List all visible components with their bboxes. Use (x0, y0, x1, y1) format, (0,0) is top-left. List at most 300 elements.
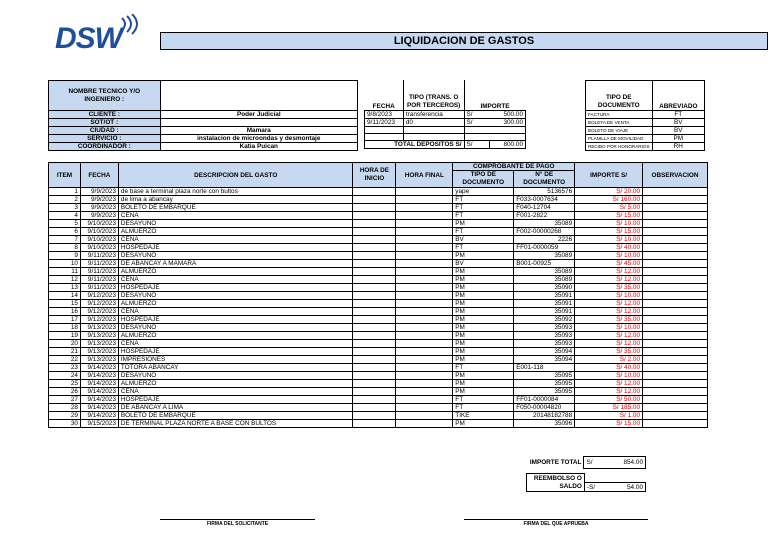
expense-fecha[interactable]: 9/14/2023 (80, 396, 118, 404)
saldo-label: SALDO (527, 483, 585, 492)
expense-fecha[interactable]: 9/14/2023 (80, 388, 118, 396)
expense-tipo-documento[interactable]: FT (453, 364, 514, 372)
expense-descripcion[interactable]: DESAYUNO (118, 252, 353, 260)
expense-descripcion[interactable]: DE ABANCAY A MAMARA (118, 260, 353, 268)
importe-header: IMPORTE S/ (575, 163, 643, 188)
expense-fecha[interactable]: 9/10/2023 (80, 220, 118, 228)
expense-fecha[interactable]: 9/14/2023 (80, 364, 118, 372)
expense-tipo-documento[interactable]: PM (453, 356, 514, 364)
expense-hora-inicio[interactable] (353, 364, 396, 372)
expense-hora-inicio[interactable] (353, 276, 396, 284)
expense-row (49, 260, 708, 268)
expense-fecha[interactable]: 9/13/2023 (80, 356, 118, 364)
expense-tipo-documento[interactable]: PM (453, 380, 514, 388)
expense-descripcion[interactable]: CENA (118, 388, 353, 396)
expense-importe[interactable]: S/ 12.00 (575, 300, 643, 308)
expense-observacion[interactable] (643, 404, 708, 412)
expense-descripcion[interactable]: DESAYUNO (118, 220, 353, 228)
expense-observacion[interactable] (643, 364, 708, 372)
expense-descripcion[interactable]: HOSPEDAJE (118, 348, 353, 356)
codes-tipo-header: TIPO DE DOCUMENTO (586, 81, 653, 111)
deposit-fecha[interactable] (365, 126, 404, 133)
expense-hora-inicio[interactable] (353, 196, 396, 204)
signature-line-aprueba (464, 519, 648, 520)
expense-row (49, 196, 708, 204)
expense-descripcion[interactable]: CENA (118, 340, 353, 348)
expense-tipo-documento[interactable]: PM (453, 340, 514, 348)
expense-fecha[interactable]: 9/10/2023 (80, 244, 118, 252)
expense-fecha[interactable]: 9/13/2023 (80, 348, 118, 356)
deposit-row (365, 133, 526, 140)
expense-hora-inicio[interactable] (353, 316, 396, 324)
expense-numero-documento[interactable]: 35092 (514, 316, 575, 324)
expense-fecha[interactable]: 9/14/2023 (80, 412, 118, 420)
page-title: LIQUIDACION DE GASTOS (160, 32, 768, 50)
expense-descripcion[interactable]: ALMUERZO (118, 380, 353, 388)
expense-numero-documento[interactable]: F040-12704 (514, 204, 575, 212)
expense-numero-documento[interactable]: 35094 (514, 356, 575, 364)
expense-observacion[interactable] (643, 420, 708, 428)
expense-importe[interactable]: S/ 20.00 (575, 188, 643, 196)
expense-hora-final[interactable] (396, 380, 453, 388)
expense-hora-inicio[interactable] (353, 404, 396, 412)
expense-numero-documento[interactable]: F001-2822 (514, 212, 575, 220)
expense-observacion[interactable] (643, 372, 708, 380)
expense-tipo-documento[interactable]: TIKE (453, 412, 514, 420)
expense-importe[interactable]: S/ 50.00 (575, 396, 643, 404)
expense-importe[interactable]: S/ 1.00 (575, 412, 643, 420)
expense-descripcion[interactable]: ALMUERZO (118, 300, 353, 308)
expense-fecha[interactable]: 9/12/2023 (80, 308, 118, 316)
expense-row (49, 300, 708, 308)
expense-observacion[interactable] (643, 348, 708, 356)
expense-descripcion[interactable]: BOLETO DE EMBARQUE (118, 204, 353, 212)
expense-hora-final[interactable] (396, 252, 453, 260)
expense-numero-documento[interactable]: 35096 (514, 420, 575, 428)
expense-importe[interactable]: S/ 12.00 (575, 388, 643, 396)
expense-hora-final[interactable] (396, 364, 453, 372)
expense-observacion[interactable] (643, 284, 708, 292)
expense-hora-final[interactable] (396, 396, 453, 404)
expense-descripcion[interactable]: ALMUERZO (118, 332, 353, 340)
code-row (586, 135, 705, 143)
expense-fecha[interactable]: 9/14/2023 (80, 380, 118, 388)
expense-tipo-documento[interactable]: PM (453, 308, 514, 316)
expense-observacion[interactable] (643, 324, 708, 332)
expense-hora-final[interactable] (396, 308, 453, 316)
expense-hora-inicio[interactable] (353, 308, 396, 316)
sot-value[interactable] (160, 119, 357, 127)
expense-tipo-documento[interactable]: PM (453, 276, 514, 284)
expense-importe[interactable]: S/ 15.00 (575, 212, 643, 220)
expense-importe[interactable]: S/ 35.00 (575, 284, 643, 292)
expense-importe[interactable]: S/ 35.00 (575, 348, 643, 356)
expense-item: 8 (49, 244, 81, 252)
expense-observacion[interactable] (643, 340, 708, 348)
code-abbreviation: PM (652, 135, 704, 143)
expense-fecha[interactable]: 9/13/2023 (80, 340, 118, 348)
expense-hora-final[interactable] (396, 220, 453, 228)
expense-numero-documento[interactable]: 2226 (514, 236, 575, 244)
expense-row (49, 236, 708, 244)
expense-hora-inicio[interactable] (353, 324, 396, 332)
totals-block (526, 456, 646, 492)
expense-observacion[interactable] (643, 236, 708, 244)
expense-importe[interactable]: S/ 15.00 (575, 420, 643, 428)
expense-observacion[interactable] (643, 292, 708, 300)
expense-importe[interactable]: S/ 10.00 (575, 324, 643, 332)
expense-tipo-documento[interactable]: PM (453, 388, 514, 396)
document-codes-table (585, 80, 705, 151)
expense-descripcion[interactable]: DE ABANCAY A LIMA (118, 404, 353, 412)
deposit-fecha[interactable]: 9/11/2023 (365, 118, 404, 126)
deposit-importe[interactable]: 500.00 (490, 110, 526, 118)
expense-descripcion[interactable]: HOSPEDAJE (118, 316, 353, 324)
expense-tipo-documento[interactable]: PM (453, 372, 514, 380)
expense-descripcion[interactable]: DESAYUNO (118, 372, 353, 380)
expense-hora-final[interactable] (396, 260, 453, 268)
expense-hora-final[interactable] (396, 228, 453, 236)
expense-tipo-documento[interactable]: FT (453, 228, 514, 236)
expense-importe[interactable]: S/ 185.00 (575, 404, 643, 412)
expense-fecha[interactable]: 9/15/2023 (80, 420, 118, 428)
expense-observacion[interactable] (643, 260, 708, 268)
expense-tipo-documento[interactable]: FT (453, 204, 514, 212)
expense-hora-final[interactable] (396, 212, 453, 220)
expense-numero-documento[interactable]: 35089 (514, 276, 575, 284)
expense-importe[interactable]: S/ 12.00 (575, 332, 643, 340)
expense-importe[interactable]: S/ 10.00 (575, 220, 643, 228)
expense-fecha[interactable]: 9/11/2023 (80, 268, 118, 276)
deposit-tipo[interactable]: transferencia (403, 110, 464, 118)
coordinador-value[interactable]: Katia Puican (160, 143, 357, 151)
expense-numero-documento[interactable]: 35091 (514, 292, 575, 300)
expense-importe[interactable]: S/ 12.00 (575, 380, 643, 388)
deposit-row (365, 118, 526, 126)
expense-hora-inicio[interactable] (353, 300, 396, 308)
expense-hora-final[interactable] (396, 268, 453, 276)
expense-row (49, 380, 708, 388)
expense-tipo-documento[interactable]: yape (453, 188, 514, 196)
expense-observacion[interactable] (643, 300, 708, 308)
expense-descripcion[interactable]: DESAYUNO (118, 292, 353, 300)
expense-hora-inicio[interactable] (353, 268, 396, 276)
expense-hora-inicio[interactable] (353, 340, 396, 348)
deposit-fecha[interactable]: 9/8/2023 (365, 110, 404, 118)
expense-fecha[interactable]: 9/10/2023 (80, 228, 118, 236)
expense-fecha[interactable]: 9/11/2023 (80, 276, 118, 284)
importe-total-label: IMPORTE TOTAL (529, 459, 582, 466)
expense-importe[interactable]: S/ 40.00 (575, 244, 643, 252)
expense-importe[interactable]: S/ 12.00 (575, 276, 643, 284)
tecnico-value[interactable] (160, 81, 357, 111)
expense-importe[interactable]: S/ 160.00 (575, 196, 643, 204)
expense-hora-inicio[interactable] (353, 260, 396, 268)
expense-observacion[interactable] (643, 228, 708, 236)
expense-numero-documento[interactable]: 35095 (514, 388, 575, 396)
expense-importe[interactable]: S/ 12.00 (575, 340, 643, 348)
expense-importe[interactable]: S/ 45.00 (575, 260, 643, 268)
code-abbreviation: RH (652, 143, 704, 151)
expense-observacion[interactable] (643, 276, 708, 284)
expense-numero-documento[interactable]: F033-0007634 (514, 196, 575, 204)
expense-hora-final[interactable] (396, 324, 453, 332)
expense-observacion[interactable] (643, 316, 708, 324)
expense-numero-documento[interactable]: FF01-0000059 (514, 244, 575, 252)
expense-tipo-documento[interactable]: PM (453, 316, 514, 324)
expense-numero-documento[interactable]: F050-00004820 (514, 404, 575, 412)
expense-fecha[interactable]: 9/9/2023 (80, 196, 118, 204)
expense-descripcion[interactable]: ALMUERZO (118, 228, 353, 236)
expense-hora-final[interactable] (396, 412, 453, 420)
expense-row (49, 292, 708, 300)
expense-tipo-documento[interactable]: PM (453, 284, 514, 292)
expense-hora-final[interactable] (396, 316, 453, 324)
expense-numero-documento[interactable]: 35089 (514, 268, 575, 276)
expense-hora-inicio[interactable] (353, 284, 396, 292)
expense-numero-documento[interactable]: 35095 (514, 380, 575, 388)
expense-descripcion[interactable]: ALMUERZO (118, 268, 353, 276)
expense-fecha[interactable]: 9/11/2023 (80, 260, 118, 268)
expense-tipo-documento[interactable]: PM (453, 324, 514, 332)
expense-descripcion[interactable]: CENA (118, 308, 353, 316)
expense-tipo-documento[interactable]: BV (453, 236, 514, 244)
expense-hora-final[interactable] (396, 236, 453, 244)
expense-hora-final[interactable] (396, 372, 453, 380)
expense-tipo-documento[interactable]: FT (453, 244, 514, 252)
expense-observacion[interactable] (643, 220, 708, 228)
expense-hora-final[interactable] (396, 292, 453, 300)
expense-numero-documento[interactable]: B001-00925 (514, 260, 575, 268)
expense-observacion[interactable] (643, 252, 708, 260)
expense-hora-final[interactable] (396, 332, 453, 340)
importe-total-currency: S/ (584, 457, 606, 469)
expense-tipo-documento[interactable]: PM (453, 268, 514, 276)
ciudad-value[interactable]: Mamara (160, 127, 357, 135)
expense-descripcion[interactable]: HOSPEDAJE (118, 396, 353, 404)
expense-hora-inicio[interactable] (353, 396, 396, 404)
deposit-currency: S/ (464, 118, 490, 126)
expense-tipo-documento[interactable]: PM (453, 300, 514, 308)
expense-descripcion[interactable]: DESAYUNO (118, 324, 353, 332)
expense-numero-documento[interactable]: 35095 (514, 372, 575, 380)
expense-hora-final[interactable] (396, 348, 453, 356)
expense-fecha[interactable]: 9/12/2023 (80, 300, 118, 308)
expense-importe[interactable]: S/ 15.00 (575, 228, 643, 236)
deposit-fecha[interactable] (365, 133, 404, 140)
expense-tipo-documento[interactable]: FT (453, 212, 514, 220)
expense-fecha[interactable]: 9/9/2023 (80, 212, 118, 220)
expense-hora-final[interactable] (396, 388, 453, 396)
deposit-importe[interactable]: 300.00 (490, 118, 526, 126)
deposit-currency (464, 133, 490, 140)
expense-numero-documento[interactable]: FF01-0000084 (514, 396, 575, 404)
expense-hora-inicio[interactable] (353, 228, 396, 236)
code-abbreviation: FT (652, 111, 704, 119)
expense-observacion[interactable] (643, 244, 708, 252)
expense-fecha[interactable]: 9/13/2023 (80, 332, 118, 340)
expense-tipo-documento[interactable]: FT (453, 404, 514, 412)
reembolso-value: 54.00 (606, 483, 645, 492)
expense-numero-documento[interactable]: 20148182788 (514, 412, 575, 420)
expense-item: 13 (49, 284, 81, 292)
expense-observacion[interactable] (643, 396, 708, 404)
deposit-tipo[interactable]: d0 (403, 118, 464, 126)
expense-observacion[interactable] (643, 380, 708, 388)
cliente-value[interactable]: Poder Judicial (160, 111, 357, 119)
expense-observacion[interactable] (643, 412, 708, 420)
expense-row (49, 276, 708, 284)
expense-hora-inicio[interactable] (353, 212, 396, 220)
expense-hora-inicio[interactable] (353, 252, 396, 260)
expense-tipo-documento[interactable]: PM (453, 332, 514, 340)
expense-fecha[interactable]: 9/14/2023 (80, 372, 118, 380)
expense-hora-final[interactable] (396, 188, 453, 196)
expense-descripcion[interactable]: HOSPEDAJE (118, 284, 353, 292)
expense-numero-documento[interactable]: 35093 (514, 332, 575, 340)
expense-hora-inicio[interactable] (353, 380, 396, 388)
expense-hora-final[interactable] (396, 420, 453, 428)
expense-importe[interactable]: S/ 12.00 (575, 308, 643, 316)
expense-hora-inicio[interactable] (353, 244, 396, 252)
expense-fecha[interactable]: 9/10/2023 (80, 236, 118, 244)
expense-hora-inicio[interactable] (353, 292, 396, 300)
expense-fecha[interactable]: 9/13/2023 (80, 324, 118, 332)
expense-hora-final[interactable] (396, 404, 453, 412)
expense-tipo-documento[interactable]: PM (453, 252, 514, 260)
expense-fecha[interactable]: 9/14/2023 (80, 404, 118, 412)
servicio-value[interactable]: instalacion de microondas y desmontaje (160, 135, 357, 143)
expense-hora-inicio[interactable] (353, 372, 396, 380)
expense-tipo-documento[interactable]: BV (453, 260, 514, 268)
expense-descripcion[interactable]: DE TERMINAL PLAZA NORTE A BASE CON BULTOS (118, 420, 353, 428)
observacion-header: OBSERVACION (643, 163, 708, 188)
expense-numero-documento[interactable]: 35090 (514, 284, 575, 292)
expense-fecha[interactable]: 9/12/2023 (80, 292, 118, 300)
expense-observacion[interactable] (643, 332, 708, 340)
deposit-tipo[interactable] (403, 133, 464, 140)
expense-observacion[interactable] (643, 188, 708, 196)
expense-observacion[interactable] (643, 356, 708, 364)
expense-numero-documento[interactable]: 35089 (514, 220, 575, 228)
expense-numero-documento[interactable]: E001-118 (514, 364, 575, 372)
expense-descripcion[interactable]: CENA (118, 212, 353, 220)
expense-hora-inicio[interactable] (353, 188, 396, 196)
expense-importe[interactable]: S/ 5.00 (575, 204, 643, 212)
expense-descripcion[interactable]: HOSPEDAJE (118, 244, 353, 252)
expense-observacion[interactable] (643, 388, 708, 396)
expense-hora-final[interactable] (396, 300, 453, 308)
expense-numero-documento[interactable]: 35091 (514, 300, 575, 308)
expense-numero-documento[interactable]: 35093 (514, 340, 575, 348)
expense-numero-documento[interactable]: 35093 (514, 324, 575, 332)
expense-hora-final[interactable] (396, 244, 453, 252)
code-document: RECIBO POR HONORARIOS (586, 143, 653, 151)
expense-numero-documento[interactable]: 35089 (514, 252, 575, 260)
servicio-label: SERVICIO : (49, 135, 161, 143)
signature-label-solicitante: FIRMA DEL SOLICITANTE (206, 521, 269, 527)
expense-tipo-documento[interactable]: FT (453, 196, 514, 204)
expense-hora-final[interactable] (396, 196, 453, 204)
expense-hora-inicio[interactable] (353, 220, 396, 228)
expense-descripcion[interactable]: BOLETO DE EMBARQUE (118, 412, 353, 420)
expense-numero-documento[interactable]: F002-00000268 (514, 228, 575, 236)
code-document: BOLETA DE VENTA (586, 119, 653, 127)
expense-importe[interactable]: S/ 10.00 (575, 236, 643, 244)
expense-tipo-documento[interactable]: PM (453, 348, 514, 356)
expense-hora-final[interactable] (396, 276, 453, 284)
deposit-tipo[interactable] (403, 126, 464, 133)
expense-fecha[interactable]: 9/9/2023 (80, 204, 118, 212)
expense-hora-inicio[interactable] (353, 412, 396, 420)
expense-importe[interactable]: S/ 40.00 (575, 364, 643, 372)
deposit-importe[interactable] (490, 126, 526, 133)
expense-tipo-documento[interactable]: PM (453, 420, 514, 428)
expense-descripcion[interactable]: TOTORA ABANCAY (118, 364, 353, 372)
expense-descripcion[interactable]: de lima a abancay (118, 196, 353, 204)
expense-importe[interactable]: S/ 12.00 (575, 268, 643, 276)
expense-hora-final[interactable] (396, 340, 453, 348)
expense-row (49, 220, 708, 228)
expense-item: 23 (49, 364, 81, 372)
expense-fecha[interactable]: 9/12/2023 (80, 316, 118, 324)
expense-numero-documento[interactable]: 35094 (514, 348, 575, 356)
expense-importe[interactable]: S/ 10.00 (575, 292, 643, 300)
expenses-table (48, 162, 708, 428)
expense-hora-inicio[interactable] (353, 420, 396, 428)
expense-fecha[interactable]: 9/11/2023 (80, 284, 118, 292)
expense-item: 30 (49, 420, 81, 428)
expense-row (49, 340, 708, 348)
expense-observacion[interactable] (643, 212, 708, 220)
expense-hora-final[interactable] (396, 356, 453, 364)
expense-hora-final[interactable] (396, 204, 453, 212)
expense-hora-inicio[interactable] (353, 356, 396, 364)
expense-row (49, 388, 708, 396)
expense-hora-final[interactable] (396, 284, 453, 292)
expense-item: 9 (49, 252, 81, 260)
expense-descripcion[interactable]: CENA (118, 276, 353, 284)
expense-observacion[interactable] (643, 268, 708, 276)
expense-hora-inicio[interactable] (353, 236, 396, 244)
expense-observacion[interactable] (643, 308, 708, 316)
expense-hora-inicio[interactable] (353, 332, 396, 340)
expense-numero-documento[interactable]: 35091 (514, 308, 575, 316)
expense-tipo-documento[interactable]: PM (453, 292, 514, 300)
expense-hora-inicio[interactable] (353, 388, 396, 396)
expense-hora-inicio[interactable] (353, 348, 396, 356)
expense-descripcion[interactable]: CENA (118, 236, 353, 244)
expense-importe[interactable]: S/ 2.00 (575, 356, 643, 364)
expense-descripcion[interactable]: de base a terminal plaza norte con bultos (118, 188, 353, 196)
expense-numero-documento[interactable]: 5136576 (514, 188, 575, 196)
item-header: ITEM (49, 163, 81, 188)
expense-row (49, 348, 708, 356)
expense-tipo-documento[interactable]: FT (453, 396, 514, 404)
expense-fecha[interactable]: 9/11/2023 (80, 252, 118, 260)
signature-label-aprueba: FIRMA DEL QUE APRUEBA (523, 521, 589, 527)
expense-importe[interactable]: S/ 35.00 (575, 316, 643, 324)
expense-tipo-documento[interactable]: PM (453, 220, 514, 228)
expense-observacion[interactable] (643, 204, 708, 212)
deposit-importe[interactable] (490, 133, 526, 140)
expense-importe[interactable]: S/ 10.00 (575, 252, 643, 260)
expense-observacion[interactable] (643, 196, 708, 204)
expense-importe[interactable]: S/ 10.00 (575, 372, 643, 380)
expense-fecha[interactable]: 9/9/2023 (80, 188, 118, 196)
expense-descripcion[interactable]: IMPRESIONES (118, 356, 353, 364)
expense-hora-inicio[interactable] (353, 204, 396, 212)
